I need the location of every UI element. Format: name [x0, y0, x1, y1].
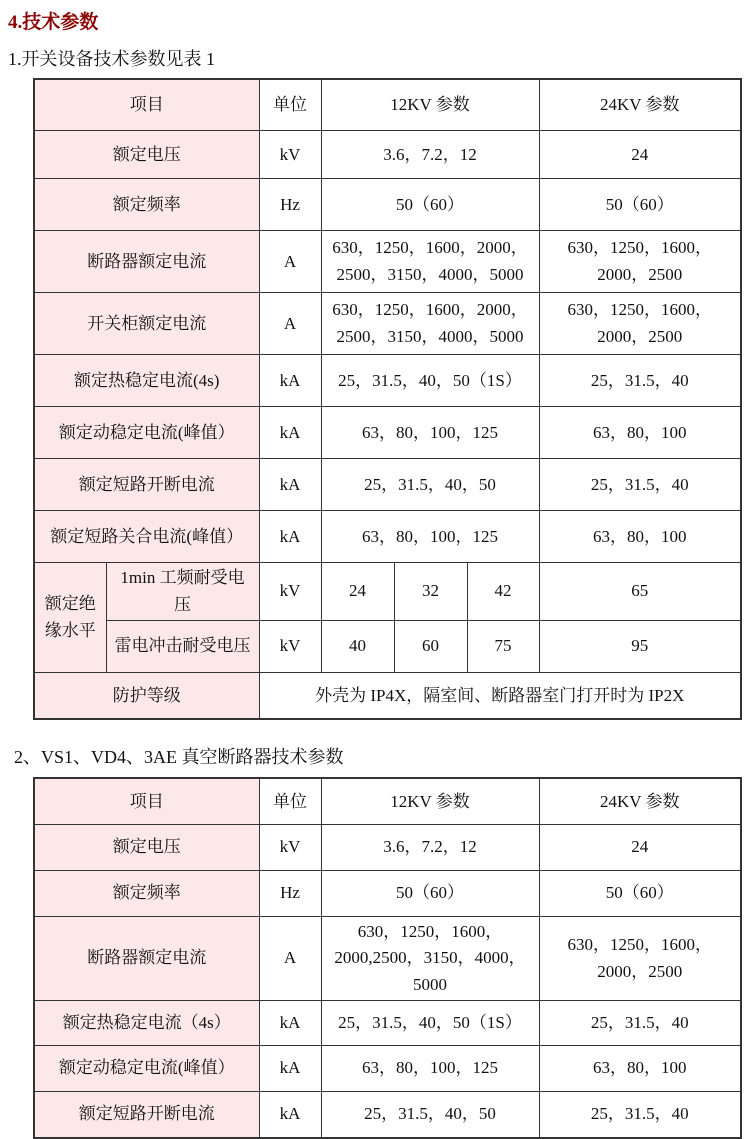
row-label: 开关柜额定电流 [34, 293, 259, 355]
row-value-24kv: 25，31.5，40 [539, 1092, 741, 1138]
row-label: 额定短路开断电流 [34, 1092, 259, 1138]
table1-caption: 1.开关设备技术参数见表 1 [8, 48, 215, 69]
row-unit: Hz [259, 179, 321, 231]
row-unit: kA [259, 355, 321, 407]
table-row [34, 231, 741, 293]
table-header-row [34, 778, 741, 824]
row-value-12kv: 630，1250，1600，2000，2500，3150，4000，5000 [321, 231, 539, 293]
header-unit: 单位 [259, 79, 321, 131]
header-item: 项目 [34, 79, 259, 131]
row-value-12kv: 25，31.5，40，50（1S） [321, 1001, 539, 1046]
row-value-24kv: 95 [539, 620, 741, 672]
row-value-24kv: 63，80，100 [539, 511, 741, 563]
row-value-12kv: 25，31.5，40，50（1S） [321, 355, 539, 407]
table-row [34, 1046, 741, 1092]
row-unit: A [259, 231, 321, 293]
row-value-24kv: 63，80，100 [539, 407, 741, 459]
row-label: 额定短路关合电流(峰值） [34, 511, 259, 563]
row-value-24kv: 24 [539, 131, 741, 179]
row-label: 防护等级 [34, 672, 259, 719]
row-label: 额定频率 [34, 870, 259, 916]
row-value-24kv: 630，1250，1600，2000，2500 [539, 231, 741, 293]
row-unit: Hz [259, 870, 321, 916]
header-12kv: 12KV 参数 [321, 79, 539, 131]
row-value-24kv: 63，80，100 [539, 1046, 741, 1092]
insulation-group-label: 额定绝缘水平 [34, 563, 106, 673]
protection-value: 外壳为 IP4X，隔室间、断路器室门打开时为 IP2X [259, 672, 741, 719]
row-unit: kV [259, 563, 321, 621]
switchgear-parameters-table [33, 78, 742, 721]
row-value-12kv: 3.6，7.2，12 [321, 824, 539, 870]
header-24kv: 24KV 参数 [539, 79, 741, 131]
row-value-12kv: 63，80，100，125 [321, 1046, 539, 1092]
row-unit: kV [259, 620, 321, 672]
row-label: 额定电压 [34, 824, 259, 870]
row-value-24kv: 25，31.5，40 [539, 459, 741, 511]
row-value-24kv: 25，31.5，40 [539, 355, 741, 407]
row-unit: kA [259, 1001, 321, 1046]
header-24kv: 24KV 参数 [539, 778, 741, 824]
vacuum-breaker-parameters-table [33, 777, 742, 1138]
table-row [34, 179, 741, 231]
row-value-12kv: 3.6，7.2，12 [321, 131, 539, 179]
row-unit: kA [259, 1092, 321, 1138]
row-value-24kv: 24 [539, 824, 741, 870]
row-value-24kv: 25，31.5，40 [539, 1001, 741, 1046]
row-unit: A [259, 293, 321, 355]
row-unit: A [259, 916, 321, 1000]
row-value-12kv: 25，31.5，40，50 [321, 459, 539, 511]
row-value-12kv: 50（60） [321, 179, 539, 231]
table-row [34, 407, 741, 459]
row-value-24kv: 630，1250，1600，2000，2500 [539, 293, 741, 355]
row-value-12kv: 630，1250，1600，2000,2500，3150，4000，5000 [321, 916, 539, 1000]
row-value-12kv: 50（60） [321, 870, 539, 916]
header-unit: 单位 [259, 778, 321, 824]
table-row [34, 293, 741, 355]
table-row [34, 916, 741, 1000]
table-row [34, 870, 741, 916]
row-value-12kv: 63，80，100，125 [321, 511, 539, 563]
row-unit: kA [259, 511, 321, 563]
row-unit: kA [259, 459, 321, 511]
row-label: 1min 工频耐受电压 [106, 563, 259, 621]
table-row [34, 355, 741, 407]
row-label: 额定电压 [34, 131, 259, 179]
row-value-12kv-c: 42 [467, 563, 539, 621]
row-value-12kv-c: 75 [467, 620, 539, 672]
table-row-insulation-2 [34, 620, 741, 672]
row-value-12kv: 630，1250，1600，2000，2500，3150，4000，5000 [321, 293, 539, 355]
row-unit: kV [259, 131, 321, 179]
row-label: 额定热稳定电流(4s) [34, 355, 259, 407]
row-label: 断路器额定电流 [34, 231, 259, 293]
row-unit: kA [259, 407, 321, 459]
table-row [34, 1092, 741, 1138]
row-label: 额定动稳定电流(峰值） [34, 1046, 259, 1092]
table-row [34, 459, 741, 511]
table-row-insulation-1 [34, 563, 741, 621]
row-value-12kv-a: 40 [321, 620, 394, 672]
header-12kv: 12KV 参数 [321, 778, 539, 824]
table-row-protection [34, 672, 741, 719]
table-row [34, 1001, 741, 1046]
row-unit: kA [259, 1046, 321, 1092]
row-label: 额定频率 [34, 179, 259, 231]
row-value-24kv: 50（60） [539, 179, 741, 231]
row-value-24kv: 65 [539, 563, 741, 621]
row-value-12kv-a: 24 [321, 563, 394, 621]
row-value-24kv: 50（60） [539, 870, 741, 916]
row-value-12kv-b: 32 [394, 563, 467, 621]
section-title: 4.技术参数 [8, 12, 99, 33]
table-row [34, 824, 741, 870]
table-row [34, 511, 741, 563]
header-item: 项目 [34, 778, 259, 824]
table-header-row [34, 79, 741, 131]
row-label: 额定动稳定电流(峰值） [34, 407, 259, 459]
row-label: 断路器额定电流 [34, 916, 259, 1000]
table-row [34, 131, 741, 179]
row-label: 额定短路开断电流 [34, 459, 259, 511]
row-value-24kv: 630，1250，1600，2000，2500 [539, 916, 741, 1000]
row-value-12kv: 25，31.5，40，50 [321, 1092, 539, 1138]
row-value-12kv-b: 60 [394, 620, 467, 672]
row-label: 额定热稳定电流（4s） [34, 1001, 259, 1046]
row-label: 雷电冲击耐受电压 [106, 620, 259, 672]
table2-caption: 2、VS1、VD4、3AE 真空断路器技术参数 [14, 747, 344, 768]
row-value-12kv: 63，80，100，125 [321, 407, 539, 459]
row-unit: kV [259, 824, 321, 870]
